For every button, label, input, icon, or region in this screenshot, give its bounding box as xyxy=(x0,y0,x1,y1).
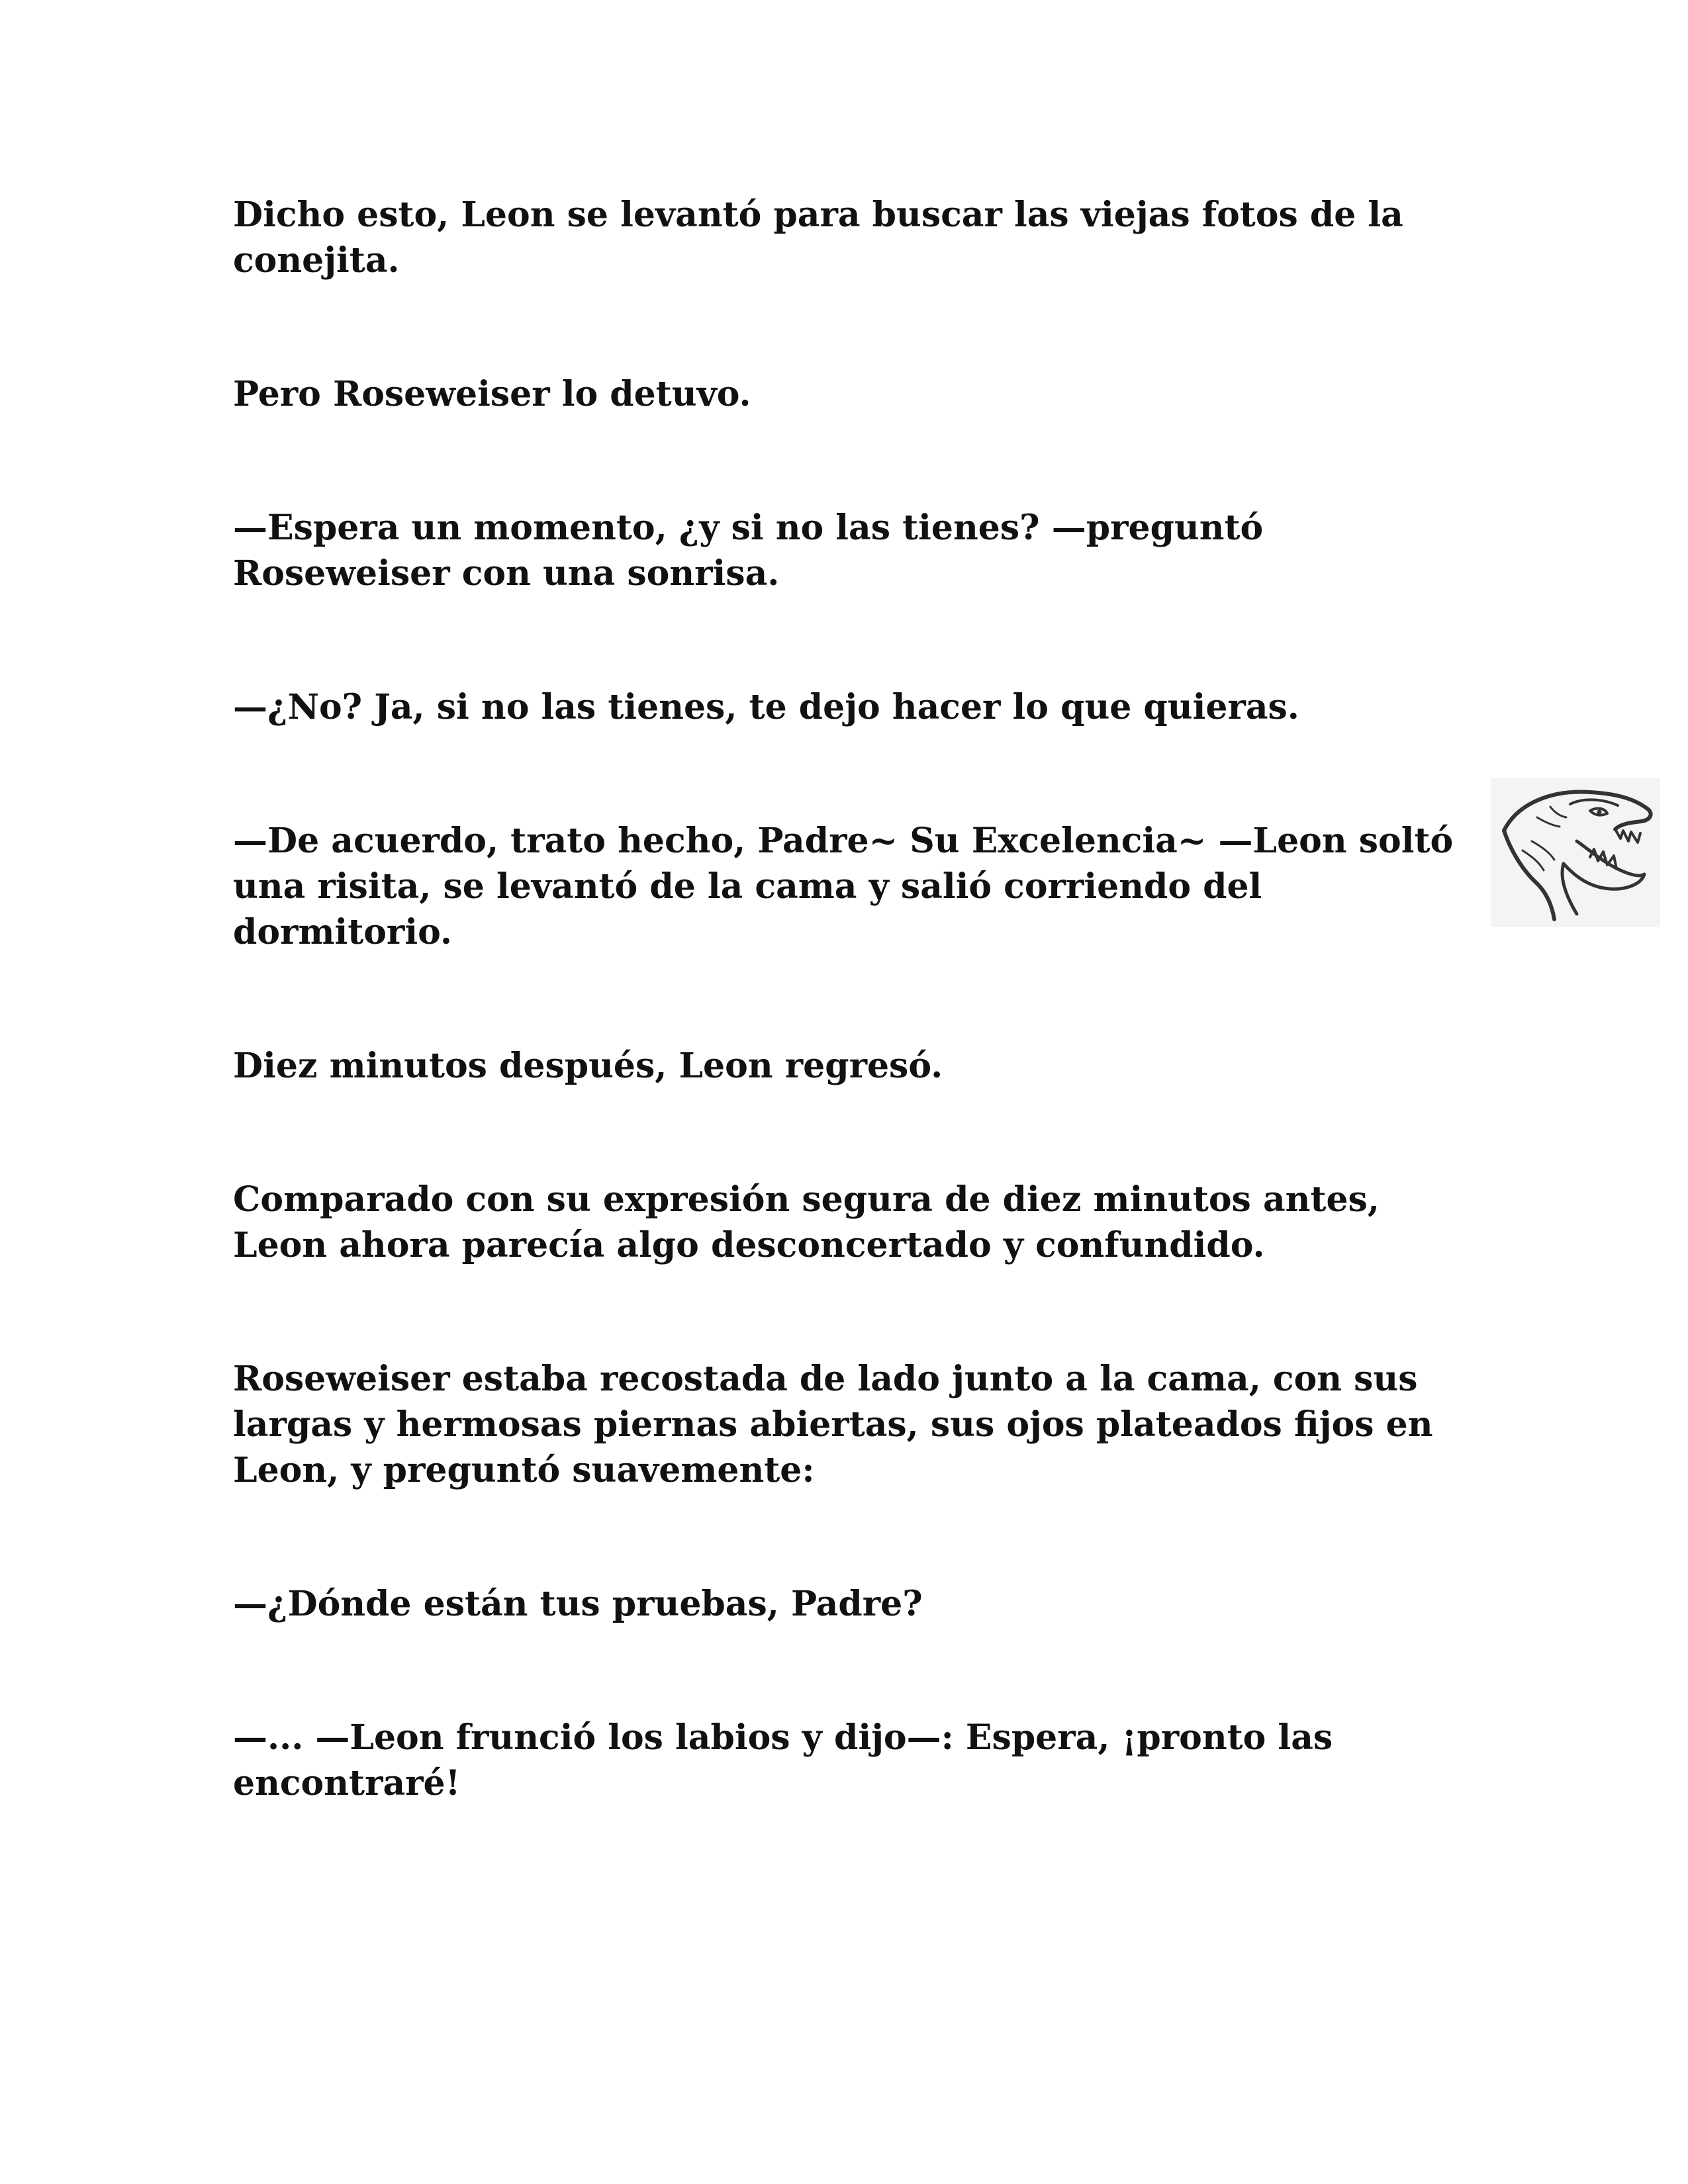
paragraph xyxy=(233,1043,1464,1089)
paragraph xyxy=(233,1356,1464,1493)
text-line: —¿No? Ja, si no las tienes, te dejo hacer lo que quieras. xyxy=(233,687,1299,727)
text-line: Dicho esto, Leon se levantó para buscar las viejas fotos de la xyxy=(233,195,1403,235)
paragraph xyxy=(233,818,1464,955)
text-line: largas y hermosas piernas abiertas, sus ojos plateados fijos en xyxy=(233,1404,1433,1445)
text-line: —... —Leon frunció los labios y dijo—: Espera, ¡pronto las xyxy=(233,1717,1333,1758)
text-line: —De acuerdo, trato hecho, Padre~ Su Excelencia~ —Leon soltó xyxy=(233,821,1454,861)
text-line: encontraré! xyxy=(233,1763,461,1803)
text-line: Leon, y preguntó suavemente: xyxy=(233,1450,815,1490)
paragraph xyxy=(233,1177,1464,1268)
text-line: conejita. xyxy=(233,240,400,281)
text-line: Roseweiser con una sonrisa. xyxy=(233,553,780,594)
document-body xyxy=(233,192,1464,1894)
text-line: —¿Dónde están tus pruebas, Padre? xyxy=(233,1584,923,1624)
text-line: dormitorio. xyxy=(233,912,452,952)
paragraph xyxy=(233,371,1464,417)
paragraph xyxy=(233,192,1464,283)
text-line: Pero Roseweiser lo detuvo. xyxy=(233,374,751,414)
paragraph xyxy=(233,1581,1464,1627)
text-line: Comparado con su expresión segura de diez minutos antes, xyxy=(233,1179,1380,1220)
paragraph xyxy=(233,505,1464,596)
text-line: Diez minutos después, Leon regresó. xyxy=(233,1046,943,1086)
text-line: —Espera un momento, ¿y si no las tienes? —preguntó xyxy=(233,508,1264,548)
dinosaur-head-icon xyxy=(1491,778,1660,927)
paragraph xyxy=(233,1715,1464,1806)
paragraph xyxy=(233,684,1464,730)
text-line: Roseweiser estaba recostada de lado junto a la cama, con sus xyxy=(233,1359,1418,1399)
text-line: una risita, se levantó de la cama y salió corriendo del xyxy=(233,866,1262,907)
text-line: Leon ahora parecía algo desconcertado y confundido. xyxy=(233,1225,1265,1265)
